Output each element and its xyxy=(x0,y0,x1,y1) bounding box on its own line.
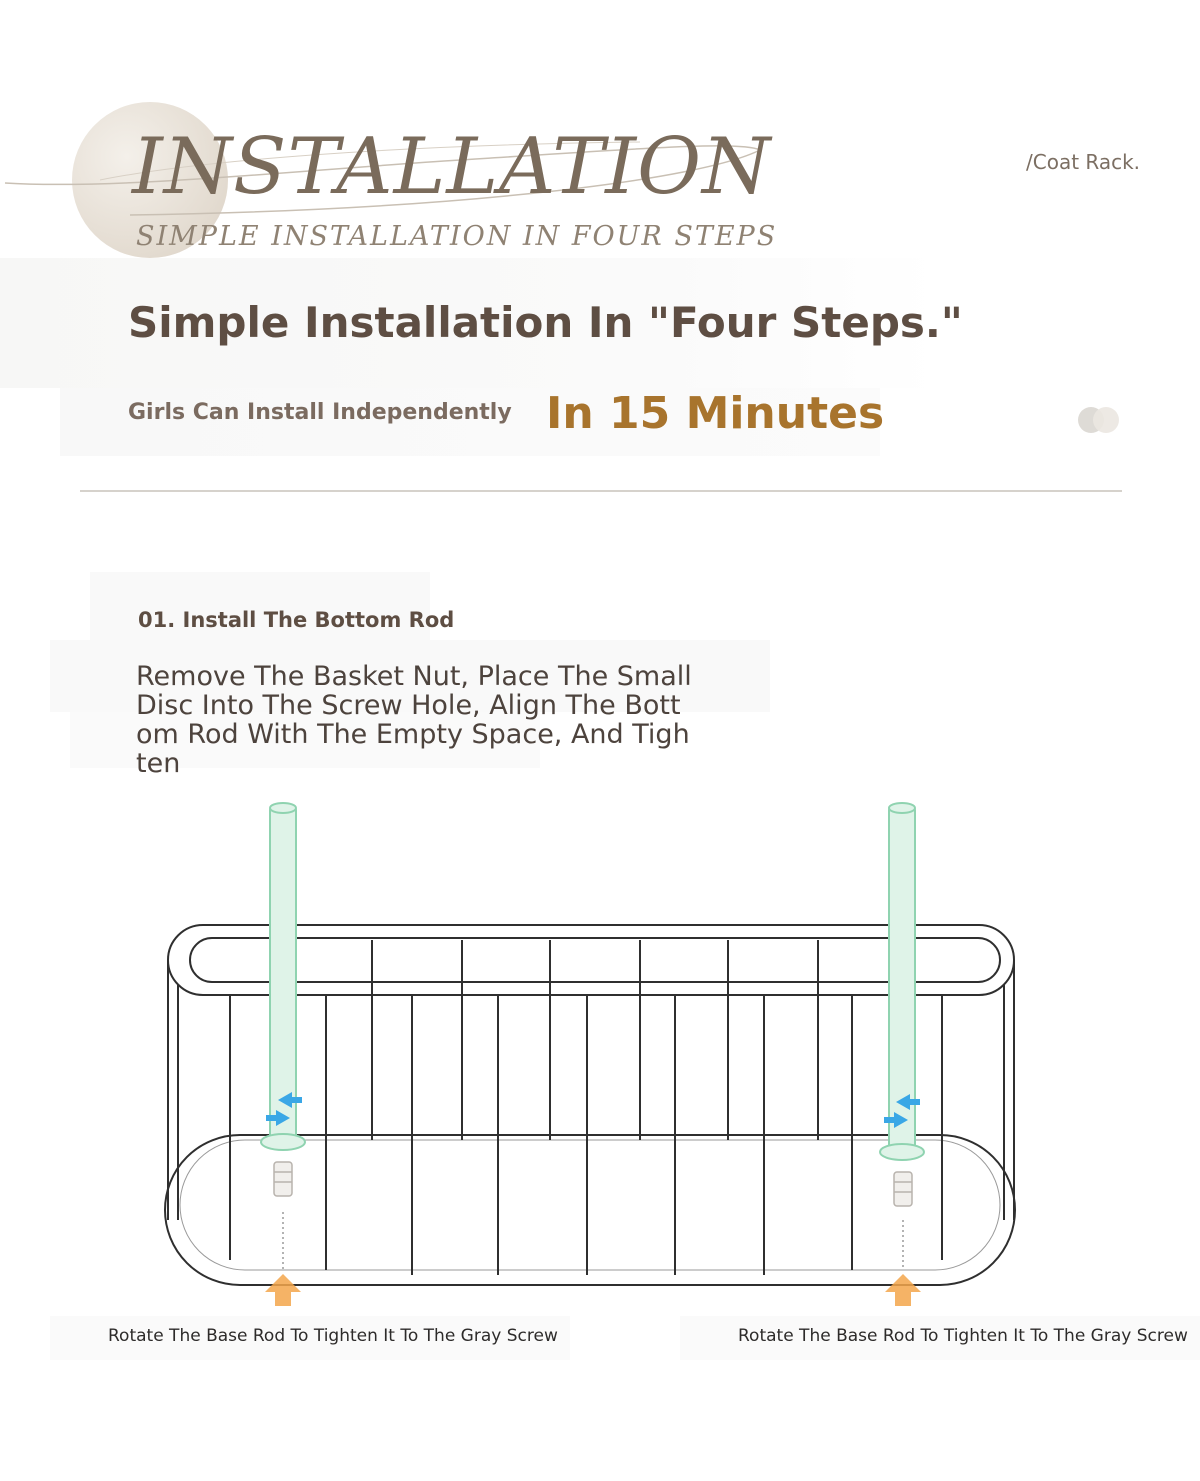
caption-left: Rotate The Base Rod To Tighten It To The Gray Screw xyxy=(108,1326,558,1346)
page-title: Simple Installation In "Four Steps." xyxy=(128,298,963,347)
screw-icon xyxy=(274,1162,912,1206)
decorative-dots-icon xyxy=(1076,405,1124,435)
time-highlight: In 15 Minutes xyxy=(546,388,885,439)
basket-illustration xyxy=(150,790,1030,1320)
hero-title: INSTALLATION xyxy=(132,122,772,212)
section-divider xyxy=(80,490,1122,492)
up-arrow-icon xyxy=(265,1274,921,1306)
category-label: /Coat Rack. xyxy=(1026,150,1141,174)
step-title: 01. Install The Bottom Rod xyxy=(138,608,455,632)
lead-text: Girls Can Install Independently xyxy=(128,400,512,425)
step-description: Remove The Basket Nut, Place The Small Disc Into The Screw Hole, Align The Bottom Rod With The Empty Space, And Tighten xyxy=(136,661,692,779)
rotate-arrows-icon xyxy=(266,1092,920,1128)
caption-right: Rotate The Base Rod To Tighten It To The Gray Screw xyxy=(738,1326,1188,1346)
hero-subtitle: SIMPLE INSTALLATION IN FOUR STEPS xyxy=(136,221,778,252)
